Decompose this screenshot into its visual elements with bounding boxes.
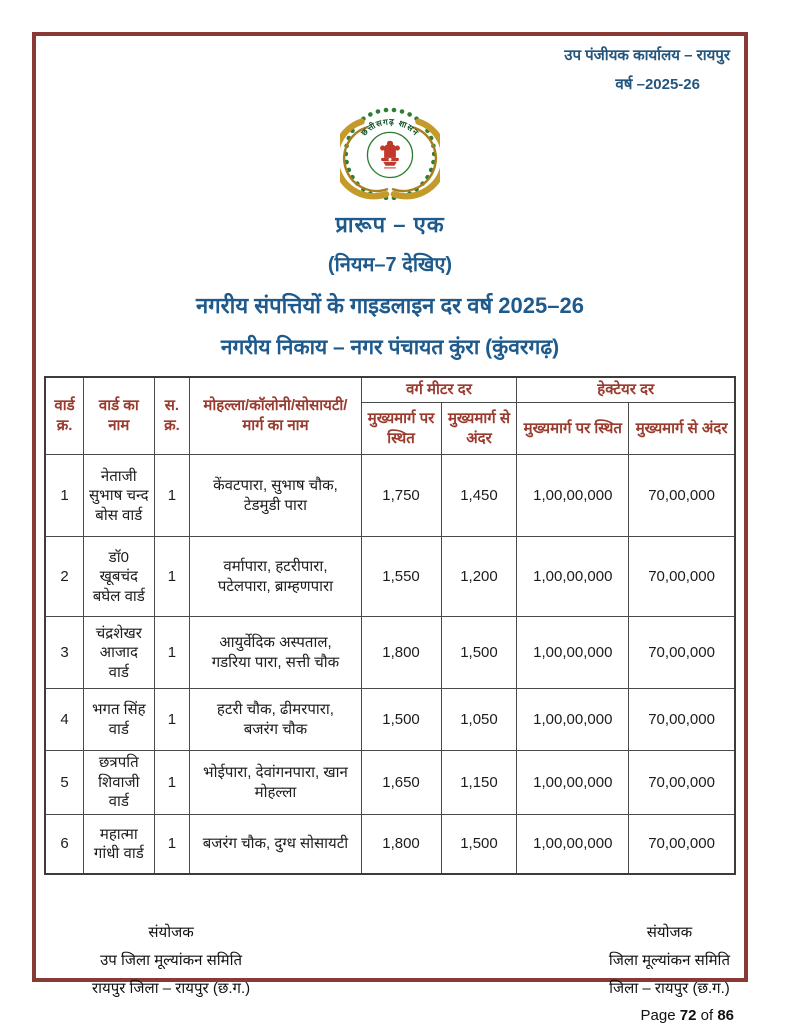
ward-name-cell: छत्रपति शिवाजी वार्ड [84,751,154,815]
ward-no-cell: 2 [45,537,84,617]
col-group-hectare-rate: हेक्टेयर दर [517,377,735,403]
right-signatory-committee: जिला मूल्यांकन समिति [608,952,730,969]
page-border-frame [32,32,748,1024]
form-title: प्रारूप – एक [335,212,445,237]
main-title: नगरीय संपत्तियों के गाइडलाइन दर वर्ष 2025–26 [196,293,584,318]
hectare-inner-rate-cell: 70,00,000 [629,455,735,537]
body-name-title: नगरीय निकाय – नगर पंचायत कुंरा (कुंवरगढ़) [220,336,560,359]
left-signatory-committee: उप जिला मूल्यांकन समिति [100,952,243,969]
right-signatory-role: संयोजक [646,924,693,942]
sqm-inner-rate-cell: 1,500 [441,617,517,689]
ward-name-cell: चंद्रशेखर आजाद वार्ड [84,617,154,689]
state-emblem-logo [44,101,736,203]
title-block [44,209,736,361]
table-row [45,617,735,689]
subcol-sqm-on-main-road: मुख्यमार्ग पर स्थित [361,403,441,455]
locality-cell: हटरी चौक, ढीमरपारा, बजरंग चौक [190,689,361,751]
col-header-locality: मोहल्ला/कॉलोनी/सोसायटी/मार्ग का नाम [190,377,361,455]
left-signatory-role: संयोजक [148,924,194,942]
table-row [45,537,735,617]
table-row [45,689,735,751]
table-row [45,751,735,815]
col-group-sqm-rate: वर्ग मीटर दर [361,377,517,403]
serial-no-cell: 1 [154,751,190,815]
ward-no-cell: 5 [45,751,84,815]
table-row [45,455,735,537]
ward-no-cell: 6 [45,814,84,874]
year-label: वर्ष –2025-26 [615,75,700,93]
locality-cell: आयुर्वेदिक अस्पताल, गडरिया पारा, सत्ती चौक [190,617,361,689]
subcol-sqm-off-main-road: मुख्यमार्ग से अंदर [441,403,517,455]
sqm-main-rate-cell: 1,650 [361,751,441,815]
sqm-main-rate-cell: 1,800 [361,617,441,689]
subcol-hectare-on-main-road: मुख्यमार्ग पर स्थित [517,403,629,455]
locality-cell: केंवटपारा, सुभाष चौक, टेडमुडी पारा [190,455,361,537]
page-indicator [44,1007,736,1024]
ward-name-cell: भगत सिंह वार्ड [84,689,154,751]
hectare-inner-rate-cell: 70,00,000 [629,537,735,617]
ward-name-cell: नेताजी सुभाष चन्द बोस वार्ड [84,455,154,537]
hectare-main-rate-cell: 1,00,00,000 [517,814,629,874]
serial-no-cell: 1 [154,617,190,689]
hectare-inner-rate-cell: 70,00,000 [629,617,735,689]
hectare-inner-rate-cell: 70,00,000 [629,751,735,815]
hectare-main-rate-cell: 1,00,00,000 [517,455,629,537]
serial-no-cell: 1 [154,537,190,617]
hectare-main-rate-cell: 1,00,00,000 [517,617,629,689]
table-row [45,814,735,874]
left-signatory-block [92,919,250,1002]
sqm-inner-rate-cell: 1,450 [441,455,517,537]
locality-cell: वर्मापारा, हटरीपारा, पटेलपारा, ब्राम्हणपारा [190,537,361,617]
subcol-hectare-off-main-road: मुख्यमार्ग से अंदर [629,403,735,455]
signature-footer [44,919,736,1002]
hectare-inner-rate-cell: 70,00,000 [629,689,735,751]
hectare-inner-rate-cell: 70,00,000 [629,814,735,874]
hectare-main-rate-cell: 1,00,00,000 [517,537,629,617]
page-current: 72 [679,1006,697,1024]
rule-subtitle: (नियम–7 देखिए) [327,254,453,276]
locality-cell: भोईपारा, देवांगनपारा, खान मोहल्ला [190,751,361,815]
sqm-main-rate-cell: 1,800 [361,814,441,874]
office-name: उप पंजीयक कार्यालय – रायपुर [564,47,730,64]
document-header [44,42,736,99]
page-label: Page [640,1006,676,1024]
right-signatory-block [609,919,730,1002]
chhattisgarh-emblem-icon [340,101,440,203]
ward-name-cell: डॉ0 खूबचंद बघेल वार्ड [84,537,154,617]
sqm-main-rate-cell: 1,750 [361,455,441,537]
logo-text: छत्तीसगढ़ शासन [358,116,422,138]
ward-no-cell: 1 [45,455,84,537]
sqm-inner-rate-cell: 1,050 [441,689,517,751]
right-signatory-district: जिला – रायपुर (छ.ग.) [609,979,730,997]
sqm-main-rate-cell: 1,500 [361,689,441,751]
ward-no-cell: 3 [45,617,84,689]
sqm-inner-rate-cell: 1,500 [441,814,517,874]
sqm-main-rate-cell: 1,550 [361,537,441,617]
locality-cell: बजरंग चौक, दुग्ध सोसायटी [190,814,361,874]
col-header-ward-no: वार्ड क्र. [45,377,84,455]
serial-no-cell: 1 [154,814,190,874]
serial-no-cell: 1 [154,689,190,751]
header-row-groups [45,377,735,403]
col-header-serial-no: स. क्र. [154,377,190,455]
sqm-inner-rate-cell: 1,200 [441,537,517,617]
hectare-main-rate-cell: 1,00,00,000 [517,751,629,815]
serial-no-cell: 1 [154,455,190,537]
page-of-label: of [700,1006,714,1024]
left-signatory-district: रायपुर जिला – रायपुर (छ.ग.) [92,979,251,997]
col-header-ward-name: वार्ड का नाम [84,377,154,455]
ward-no-cell: 4 [45,689,84,751]
sqm-inner-rate-cell: 1,150 [441,751,517,815]
ward-name-cell: महात्मा गांधी वार्ड [84,814,154,874]
guideline-rates-table [44,376,736,875]
page-total: 86 [717,1006,734,1024]
hectare-main-rate-cell: 1,00,00,000 [517,689,629,751]
